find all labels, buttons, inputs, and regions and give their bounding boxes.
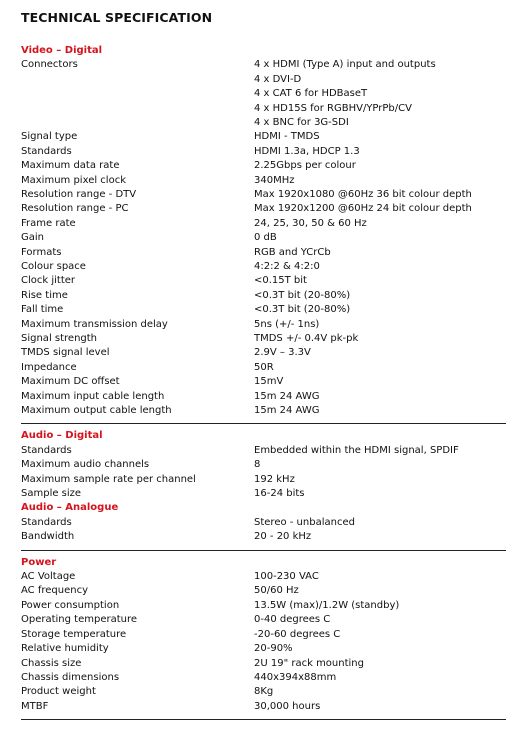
spec-value: 2.25Gbps per colour (254, 160, 356, 172)
spec-sections (21, 44, 506, 725)
spec-values (254, 516, 506, 530)
spec-label: Operating temperature (21, 614, 138, 626)
spec-value: 30,000 hours (254, 700, 321, 712)
spec-value: <0.3T bit (20-80%) (254, 289, 351, 301)
spec-label: Sample size (21, 488, 82, 500)
spec-row (21, 145, 506, 159)
spec-value: 440x394x88mm (254, 671, 337, 683)
spec-row (21, 458, 506, 472)
spec-values (254, 444, 506, 458)
spec-label: Product weight (21, 686, 96, 698)
spec-values (254, 58, 506, 130)
spec-values (254, 274, 506, 288)
spec-value: Max 1920x1200 @60Hz 24 bit colour depth (254, 203, 472, 215)
spec-values (254, 159, 506, 173)
spec-values (254, 145, 506, 159)
spec-label: Maximum DC offset (21, 376, 120, 388)
spec-label: Standards (21, 516, 72, 528)
spec-label: Signal strength (21, 333, 98, 345)
spec-value: HDMI - TMDS (254, 131, 320, 143)
section-heading: Video – Digital (21, 45, 103, 56)
spec-row (21, 700, 506, 714)
spec-row (21, 530, 506, 544)
spec-row (21, 599, 506, 613)
spec-row (21, 318, 506, 332)
spec-values (254, 361, 506, 375)
spec-value: 24, 25, 30, 50 & 60 Hz (254, 217, 367, 229)
section-heading: Audio – Digital (21, 430, 103, 442)
spec-values (254, 318, 506, 332)
spec-label: Relative humidity (21, 643, 109, 655)
spec-value: 0 dB (254, 232, 277, 244)
spec-values (254, 332, 506, 346)
spec-values (254, 260, 506, 274)
spec-values (254, 375, 506, 389)
spec-label: Maximum data rate (21, 160, 120, 172)
spec-value: 0-40 degrees C (254, 614, 331, 626)
spec-value: -20-60 degrees C (254, 628, 341, 640)
spec-label: TMDS signal level (21, 347, 110, 359)
section-heading: Power (21, 556, 57, 568)
spec-value: 340MHz (254, 174, 295, 186)
spec-value: 16-24 bits (254, 488, 305, 500)
spec-value: 4 x BNC for 3G-SDI (254, 116, 349, 128)
section-divider (21, 423, 506, 424)
spec-label: Resolution range - DTV (21, 188, 137, 200)
section-divider (21, 550, 506, 551)
spec-row (21, 289, 506, 303)
spec-row (21, 260, 506, 274)
spec-value: 50/60 Hz (254, 585, 299, 597)
spec-row (21, 671, 506, 685)
spec-label: Fall time (21, 304, 64, 316)
spec-value: 8 (254, 459, 261, 471)
spec-row (21, 642, 506, 656)
spec-values (254, 671, 506, 685)
spec-label: Standards (21, 145, 72, 157)
spec-values (254, 202, 506, 216)
spec-values (254, 584, 506, 598)
spec-value: 20 - 20 kHz (254, 531, 312, 543)
spec-values (254, 231, 506, 245)
spec-value: 4 x HD15S for RGBHV/YPrPb/CV (254, 102, 412, 114)
spec-row (21, 404, 506, 418)
spec-row (21, 487, 506, 501)
spec-row (21, 217, 506, 231)
spec-value: 4:2:2 & 4:2:0 (254, 261, 320, 272)
spec-label: Rise time (21, 289, 68, 301)
spec-row (21, 274, 506, 288)
spec-values (254, 289, 506, 303)
spec-values (254, 530, 506, 544)
spec-label: Maximum pixel clock (21, 174, 126, 186)
spec-label: Maximum input cable length (21, 390, 165, 402)
spec-value: HDMI 1.3a, HDCP 1.3 (254, 145, 360, 157)
spec-value: 50R (254, 361, 274, 373)
spec-row (21, 570, 506, 584)
spec-value: 2U 19" rack mounting (254, 657, 364, 669)
spec-row (21, 613, 506, 627)
spec-row (21, 375, 506, 389)
spec-values (254, 217, 506, 231)
spec-row (21, 361, 506, 375)
spec-values (254, 346, 506, 360)
spec-row (21, 159, 506, 173)
spec-label: Formats (21, 246, 62, 258)
spec-values (254, 473, 506, 487)
spec-value: 13.5W (max)/1.2W (standby) (254, 599, 400, 611)
spec-label: Resolution range - PC (21, 203, 129, 215)
spec-row (21, 346, 506, 360)
spec-value: 4 x DVI-D (254, 73, 302, 85)
spec-values (254, 628, 506, 642)
spec-row (21, 473, 506, 487)
spec-value: Embedded within the HDMI signal, SPDIF (254, 444, 459, 456)
spec-label: Colour space (21, 261, 86, 272)
spec-value: 192 kHz (254, 473, 295, 485)
spec-value: 20-90% (254, 643, 293, 655)
spec-row (21, 303, 506, 317)
spec-values (254, 642, 506, 656)
spec-value: 15m 24 AWG (254, 405, 320, 417)
spec-label: Maximum audio channels (21, 459, 150, 471)
spec-value: 8Kg (254, 686, 274, 698)
spec-values (254, 390, 506, 404)
spec-label: Impedance (21, 361, 77, 373)
spec-value: Stereo - unbalanced (254, 516, 355, 528)
spec-label: Bandwidth (21, 531, 75, 543)
spec-values (254, 404, 506, 418)
spec-value: 100-230 VAC (254, 571, 319, 583)
spec-row (21, 332, 506, 346)
spec-values (254, 303, 506, 317)
spec-label: AC frequency (21, 585, 88, 597)
spec-row (21, 246, 506, 260)
spec-values (254, 599, 506, 613)
spec-row (21, 174, 506, 188)
spec-label: Chassis dimensions (21, 671, 120, 683)
spec-label: Signal type (21, 131, 78, 143)
spec-row (21, 390, 506, 404)
spec-label: Storage temperature (21, 628, 127, 640)
spec-label: Maximum transmission delay (21, 318, 168, 330)
spec-values (254, 685, 506, 699)
spec-values (254, 130, 506, 144)
spec-label: Standards (21, 444, 72, 456)
spec-label: Maximum output cable length (21, 405, 172, 417)
spec-row (21, 584, 506, 598)
spec-row (21, 188, 506, 202)
section-divider (21, 719, 506, 720)
spec-label: Gain (21, 232, 44, 244)
spec-label: Clock jitter (21, 275, 76, 287)
spec-value: <0.15T bit (254, 275, 307, 287)
spec-label: Frame rate (21, 217, 76, 229)
spec-row (21, 58, 506, 130)
spec-values (254, 700, 506, 714)
spec-label: MTBF (21, 700, 49, 712)
spec-value: <0.3T bit (20-80%) (254, 304, 351, 316)
spec-value: 4 x HDMI (Type A) input and outputs (254, 59, 436, 71)
page-title: TECHNICAL SPECIFICATION (21, 10, 213, 25)
spec-values (254, 188, 506, 202)
spec-label: AC Voltage (21, 571, 76, 583)
spec-row (21, 685, 506, 699)
spec-label: Power consumption (21, 599, 120, 611)
spec-value: 2.9V – 3.3V (254, 347, 311, 359)
spec-label: Chassis size (21, 657, 82, 669)
spec-value: 15m 24 AWG (254, 390, 320, 402)
spec-row (21, 628, 506, 642)
spec-value: 4 x CAT 6 for HDBaseT (254, 88, 368, 100)
spec-values (254, 570, 506, 584)
spec-row (21, 657, 506, 671)
spec-row (21, 130, 506, 144)
spec-values (254, 458, 506, 472)
spec-values (254, 657, 506, 671)
spec-value: TMDS +/- 0.4V pk-pk (254, 333, 359, 345)
spec-label: Connectors (21, 59, 78, 71)
section-heading: Audio – Analogue (21, 502, 119, 514)
spec-values (254, 246, 506, 260)
spec-value: RGB and YCrCb (254, 246, 331, 258)
spec-value: Max 1920x1080 @60Hz 36 bit colour depth (254, 188, 472, 200)
spec-label: Maximum sample rate per channel (21, 473, 196, 485)
spec-value: 5ns (+/- 1ns) (254, 318, 320, 330)
spec-row (21, 231, 506, 245)
spec-values (254, 174, 506, 188)
spec-row (21, 444, 506, 458)
spec-value: 15mV (254, 376, 284, 388)
spec-row (21, 202, 506, 216)
spec-values (254, 487, 506, 501)
spec-row (21, 516, 506, 530)
spec-values (254, 613, 506, 627)
